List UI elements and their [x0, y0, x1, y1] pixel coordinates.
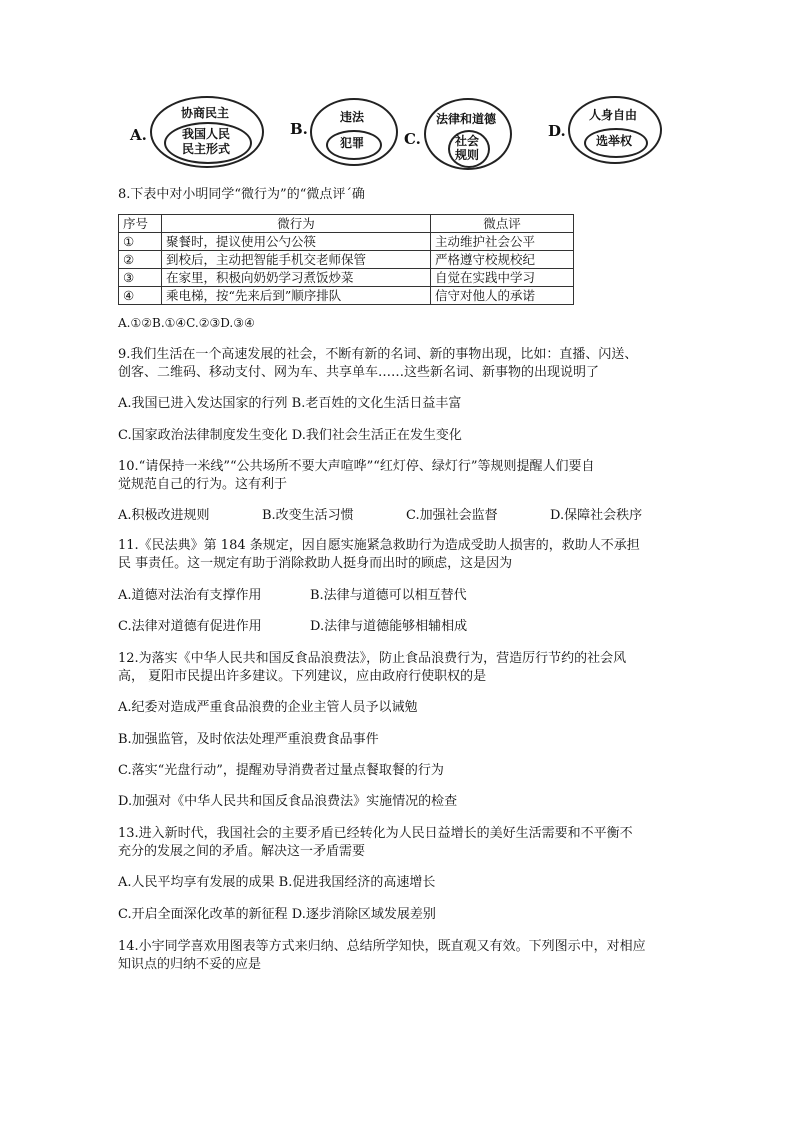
- column-header-behavior: 微行为: [162, 215, 431, 233]
- question-8-stem: 8.下表中对小明同学“微行为”的“微点评ˊ确: [118, 187, 365, 202]
- inner-label: 犯罪: [339, 136, 364, 150]
- diagram-c: [404, 96, 516, 170]
- question-9-options-cd: C.国家政治法律制度发生变化 D.我们社会生活正在发生变化: [118, 428, 462, 443]
- question-13-stem-line2: 充分的发展之间的矛盾。解决这一矛盾需要: [118, 844, 366, 859]
- diagram-a: [128, 96, 268, 170]
- row-behavior: 乘电梯，按“先来后到”顺序排队: [162, 287, 431, 305]
- column-header-index: 序号: [119, 215, 162, 233]
- question-14-stem-line2: 知识点的归纳不妥的应是: [118, 957, 262, 972]
- diagram-letter: B.: [290, 120, 308, 138]
- question-8-options: A.①②B.①④C.②③D.③④: [118, 316, 255, 330]
- option-d: D.法律与道德能够相辅相成: [310, 619, 468, 634]
- question-13-stem-line1: 13.进入新时代，我国社会的主要矛盾已经转化为人民日益增长的美好生活需要和不平衡不: [118, 826, 633, 841]
- question-12-option-d: D.加强对《中华人民共和国反食品浪费法》实施情况的检查: [118, 794, 458, 809]
- question-10-stem-line1: 10.“请保持一米线”“公共场所不要大声喧哗”“红灯停、绿灯行”等规则提醒人们要自: [118, 459, 595, 474]
- option-b: B.改变生活习惯: [262, 508, 354, 523]
- outer-label: 协商民主: [180, 106, 229, 120]
- column-header-comment: 微点评: [431, 215, 574, 233]
- row-comment: 主动维护社会公平: [431, 233, 574, 251]
- table-row: [119, 269, 574, 287]
- inner-label-top: 社会: [454, 134, 479, 148]
- question-13-options-ab: A.人民平均享有发展的成果 B.促进我国经济的高速增长: [118, 875, 436, 890]
- option-a: A.道德对法治有支撑作用: [118, 588, 262, 603]
- option-d: D.保障社会秩序: [550, 508, 643, 523]
- row-comment: 严格遵守校规校纪: [431, 251, 574, 269]
- outer-label: 人身自由: [588, 108, 637, 122]
- row-behavior: 聚餐时，提议使用公勺公筷: [162, 233, 431, 251]
- option-c: C.加强社会监督: [406, 508, 498, 523]
- inner-label-bottom: 规则: [454, 148, 479, 162]
- question-9-stem-line1: 9.我们生活在一个高速发展的社会，不断有新的名词、新的事物出现，比如：直播、闪送、: [118, 347, 638, 362]
- question-9-stem-line2: 创客、二维码、移动支付、网为车、共享单车……这些新名词、新事物的出现说明了: [118, 365, 600, 380]
- question-10-stem-line2: 觉规范自己的行为。这有利于: [118, 477, 288, 492]
- diagram-d: [548, 96, 668, 170]
- question-12-option-c: C.落实“光盘行动”，提醒劝导消费者过量点餐取餐的行为: [118, 763, 444, 778]
- question-12-option-a: A.纪委对造成严重食品浪费的企业主管人员予以诫勉: [118, 700, 418, 715]
- question-9-options-ab: A.我国已进入发达国家的行列 B.老百姓的文化生活日益丰富: [118, 396, 462, 411]
- option-c: C.法律对道德有促进作用: [118, 619, 262, 634]
- table-row: [119, 251, 574, 269]
- diagram-letter: C.: [404, 130, 421, 148]
- row-comment: 自觉在实践中学习: [431, 269, 574, 287]
- table-row: [119, 233, 574, 251]
- inner-label-bottom: 民主形式: [181, 142, 230, 156]
- micro-behavior-table: [118, 214, 574, 305]
- question-11-stem-line2: 民 事责任。这一规定有助于消除救助人挺身而出时的顾虑，这是因为: [118, 556, 513, 571]
- table-row: [119, 287, 574, 305]
- row-behavior: 在家里，积极向奶奶学习煮饭炒菜: [162, 269, 431, 287]
- diagram-b: [290, 96, 400, 170]
- row-index: ②: [119, 251, 162, 269]
- option-b: B.法律与道德可以相互替代: [310, 588, 467, 603]
- row-comment: 信守对他人的承诺: [431, 287, 574, 305]
- inner-label-top: 我国人民: [181, 127, 230, 141]
- question-12-stem-line2: 高， 夏阳市民提出许多建议。下列建议，应由政府行使职权的是: [118, 669, 487, 684]
- diagram-letter: A.: [130, 126, 147, 144]
- table-header-row: [119, 215, 574, 233]
- diagram-letter: D.: [548, 122, 566, 140]
- outer-label: 违法: [339, 110, 364, 124]
- question-11-stem-line1: 11.《民法典》第 184 条规定，因自愿实施紧急救助行为造成受助人损害的，救助人不承担: [118, 538, 640, 553]
- row-behavior: 到校后，主动把智能手机交老师保管: [162, 251, 431, 269]
- option-a: A.积极改进规则: [118, 508, 210, 523]
- question-14-stem-line1: 14.小宇同学喜欢用图表等方式来归纳、总结所学知快，既直观又有效。下列图示中，对相应: [118, 939, 646, 954]
- outer-label: 法律和道德: [435, 112, 496, 126]
- row-index: ③: [119, 269, 162, 287]
- question-12-option-b: B.加强监管，及时依法处理严重浪费食品事件: [118, 732, 379, 747]
- inner-label: 选举权: [595, 134, 632, 148]
- row-index: ①: [119, 233, 162, 251]
- question-12-stem-line1: 12.为落实《中华人民共和国反食品浪费法》，防止食品浪费行为，营造厉行节约的社会风: [118, 651, 627, 666]
- question-13-options-cd: C.开启全面深化改革的新征程 D.逐步消除区域发展差别: [118, 907, 436, 922]
- row-index: ④: [119, 287, 162, 305]
